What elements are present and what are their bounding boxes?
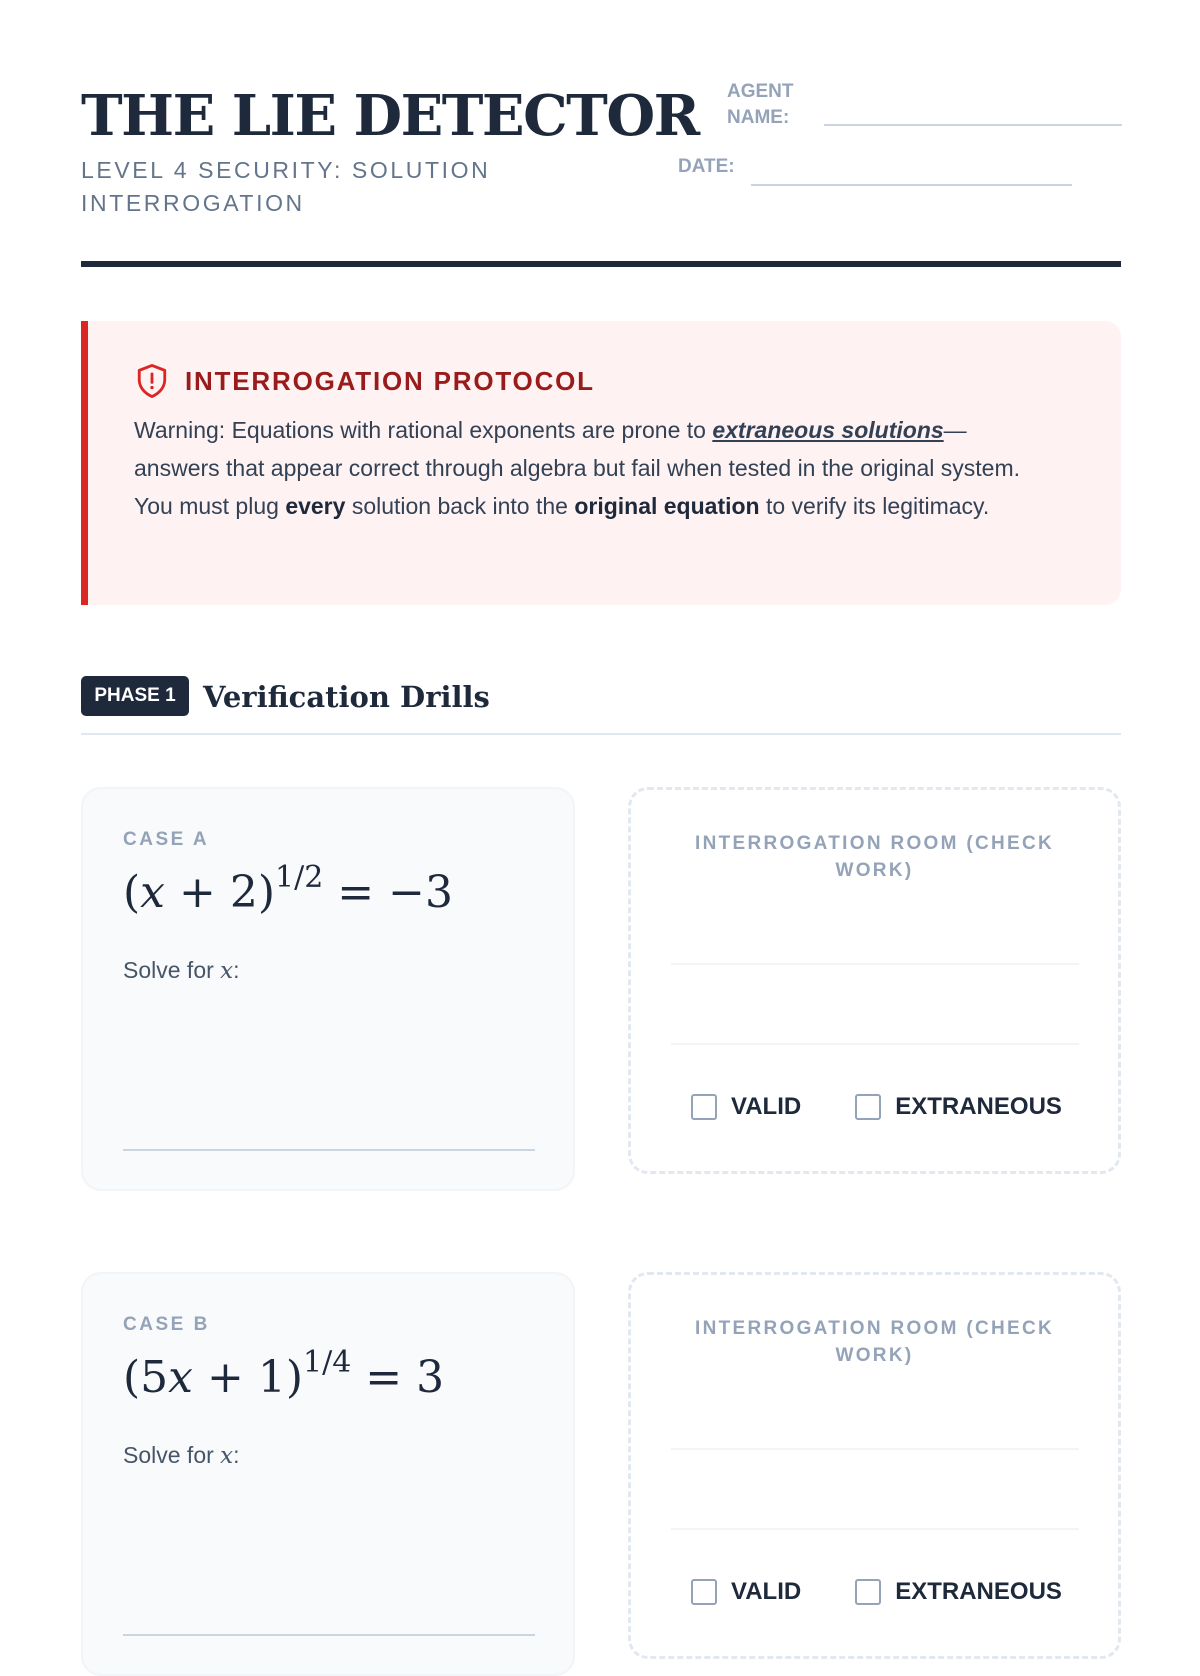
equation-right-side: = 3: [351, 1352, 445, 1403]
agent-name-label-line2: NAME:: [727, 107, 790, 128]
verdict-options: [691, 1093, 1116, 1121]
equation-part: + 2): [165, 867, 275, 918]
valid-checkbox[interactable]: [691, 1579, 717, 1605]
shield-alert-icon: [135, 362, 169, 400]
equation-variable: x: [168, 1352, 193, 1403]
equation-right-side: = −3: [323, 867, 453, 918]
prompt-variable: x: [220, 958, 234, 984]
extraneous-option[interactable]: [855, 1093, 1062, 1121]
case-prompt: [123, 957, 240, 984]
phase-title: Verification Drills: [203, 680, 490, 714]
case-card: [81, 787, 575, 1191]
case-label: CASE A: [123, 829, 210, 850]
protocol-alert-header: [135, 361, 595, 401]
equation-part: + 1): [193, 1352, 303, 1403]
prompt-text: Solve for: [123, 957, 221, 983]
answer-line[interactable]: [123, 1634, 535, 1636]
interrogation-room-label: INTERROGATION ROOM (CHECK WORK): [694, 833, 1055, 881]
extraneous-label: EXTRANEOUS: [895, 1093, 1062, 1120]
verdict-options: [691, 1578, 1116, 1606]
phase-divider: [81, 733, 1121, 735]
work-line[interactable]: [671, 1448, 1079, 1450]
protocol-text: [134, 411, 1034, 525]
equation-coefficient: 5: [140, 1352, 169, 1403]
case-equation: [123, 1345, 445, 1403]
prompt-text: :: [233, 1442, 240, 1468]
agent-name-label-line1: AGENT: [727, 81, 794, 102]
protocol-text-part: Warning: Equations with rational exponents are prone to: [134, 417, 713, 443]
date-label: DATE:: [678, 156, 735, 177]
header-divider: [81, 261, 1121, 267]
valid-checkbox[interactable]: [691, 1094, 717, 1120]
interrogation-room: [628, 787, 1121, 1174]
equation-exponent: 1/4: [303, 1345, 352, 1380]
protocol-bold-original-equation: original equation: [574, 493, 760, 519]
protocol-emphasis: extraneous solutions: [712, 417, 944, 443]
protocol-bold-every: every: [285, 493, 346, 519]
case-equation: [123, 860, 453, 918]
protocol-text-part: to verify its legitimacy.: [759, 493, 990, 519]
protocol-text-part: — answers that appear correct through algebra but fail when tested in the original system. You must plug: [134, 417, 1020, 519]
extraneous-checkbox[interactable]: [855, 1094, 881, 1120]
interrogation-room-label: INTERROGATION ROOM (CHECK WORK): [694, 1318, 1055, 1366]
work-line[interactable]: [671, 1528, 1079, 1530]
valid-option[interactable]: [691, 1093, 801, 1121]
valid-option[interactable]: [691, 1578, 801, 1606]
work-line[interactable]: [671, 963, 1079, 965]
extraneous-checkbox[interactable]: [855, 1579, 881, 1605]
equation-exponent: 1/2: [275, 860, 324, 895]
prompt-text: :: [233, 957, 240, 983]
protocol-text-part: solution back into the: [345, 493, 575, 519]
case-label: CASE B: [123, 1314, 210, 1335]
protocol-alert: [81, 321, 1121, 605]
equation-part: (: [123, 867, 141, 918]
extraneous-label: EXTRANEOUS: [895, 1578, 1062, 1605]
worksheet-subtitle: LEVEL 4 SECURITY: SOLUTION INTERROGATION: [81, 157, 491, 216]
valid-label: VALID: [731, 1093, 802, 1120]
interrogation-room: [628, 1272, 1121, 1659]
valid-label: VALID: [731, 1578, 802, 1605]
date-field[interactable]: [751, 184, 1072, 186]
case-card: [81, 1272, 575, 1676]
protocol-title: INTERROGATION PROTOCOL: [185, 365, 595, 396]
phase-badge: PHASE 1: [81, 676, 189, 716]
worksheet-title: THE LIE DETECTOR: [81, 83, 699, 149]
extraneous-option[interactable]: [855, 1578, 1062, 1606]
answer-line[interactable]: [123, 1149, 535, 1151]
case-prompt: [123, 1442, 240, 1469]
prompt-text: Solve for: [123, 1442, 221, 1468]
agent-name-label: [727, 79, 794, 131]
equation-variable: x: [140, 867, 165, 918]
equation-part: (: [123, 1352, 141, 1403]
agent-name-field[interactable]: [824, 124, 1122, 126]
prompt-variable: x: [220, 1443, 234, 1469]
work-line[interactable]: [671, 1043, 1079, 1045]
